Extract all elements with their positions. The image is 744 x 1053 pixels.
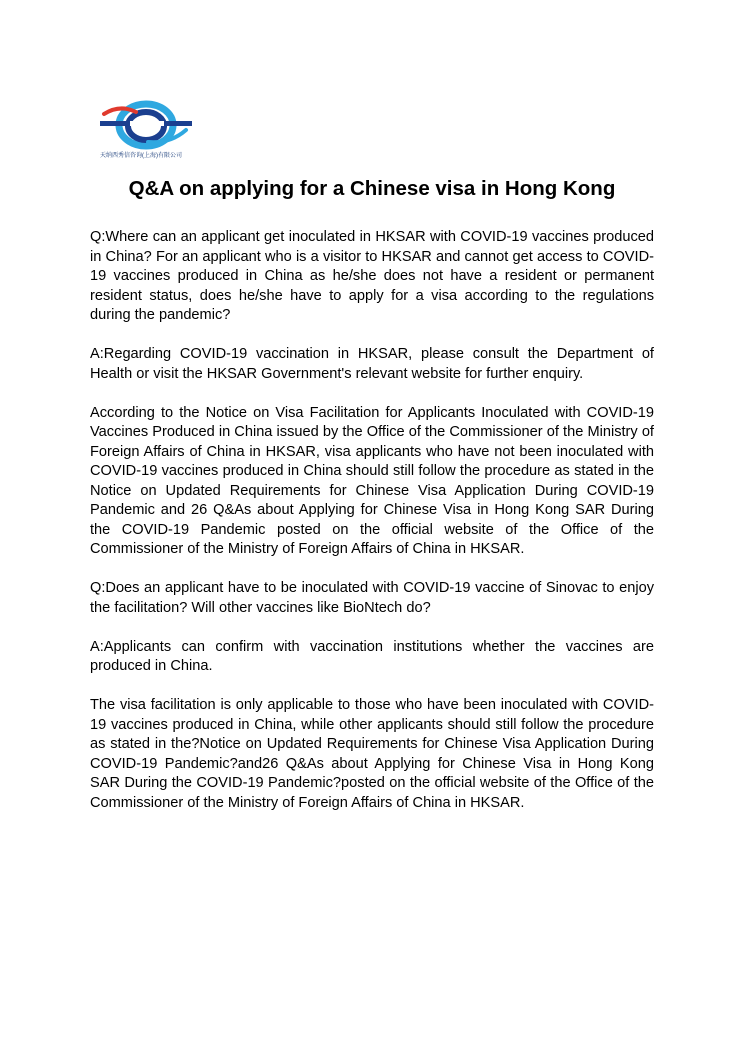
company-logo-icon	[100, 100, 200, 152]
paragraph-a2: A:Applicants can confirm with vaccination institutions whether the vaccines are produced in China.	[90, 638, 654, 674]
document-body	[90, 228, 654, 833]
paragraph-a1-notice: According to the Notice on Visa Facilitation for Applicants Inoculated with COVID-19 Vaccines Produced in China issued by the Office of the Commissioner of the Ministry of Foreign Affairs of China in HKSAR, visa applicants who have not been inoculated with COVID-19 vaccines produced in China should still follow the procedure as stated in the Notice on Updated Requirements for Chinese Visa Application During COVID-19 Pandemic and 26 Q&As about Applying for Chinese Visa in Hong Kong SAR During the COVID-19 Pandemic posted on the official website of the Office of the Commissioner of the Ministry of Foreign Affairs of China in HKSAR.	[90, 404, 654, 557]
paragraph-a1: A:Regarding COVID-19 vaccination in HKSAR, please consult the Department of Health or visit the HKSAR Government's relevant website for further enquiry.	[90, 346, 654, 382]
paragraph-a2-facilitation: The visa facilitation is only applicable to those who have been inoculated with COVID-19 vaccines produced in China, while other applicants should still follow the procedure as stated in the?Notice on Updated Requirements for Chinese Visa Application During COVID-19 Pandemic?and26 Q&As about Applying for Chinese Visa in Hong Kong SAR During the COVID-19 Pandemic?posted on the official website of the Office of the Commissioner of the Ministry of Foreign Affairs of China in HKSAR.	[90, 697, 654, 811]
paragraph-q2: Q:Does an applicant have to be inoculated with COVID-19 vaccine of Sinovac to enjoy the facilitation? Will other vaccines like BioNtech do?	[90, 580, 654, 616]
logo-caption: 天纳西秀信咨询(上海)有限公司	[100, 153, 182, 159]
company-logo	[100, 100, 200, 162]
paragraph-q1: Q:Where can an applicant get inoculated in HKSAR with COVID-19 vaccines produced in China? For an applicant who is a visitor to HKSAR and cannot get access to COVID-19 vaccines produced in China as he/she does not have a resident or permanent resident status, does he/she have to apply for a visa according to the regulations during the pandemic?	[90, 229, 654, 323]
page-title: Q&A on applying for a Chinese visa in Hong Kong	[128, 177, 616, 200]
